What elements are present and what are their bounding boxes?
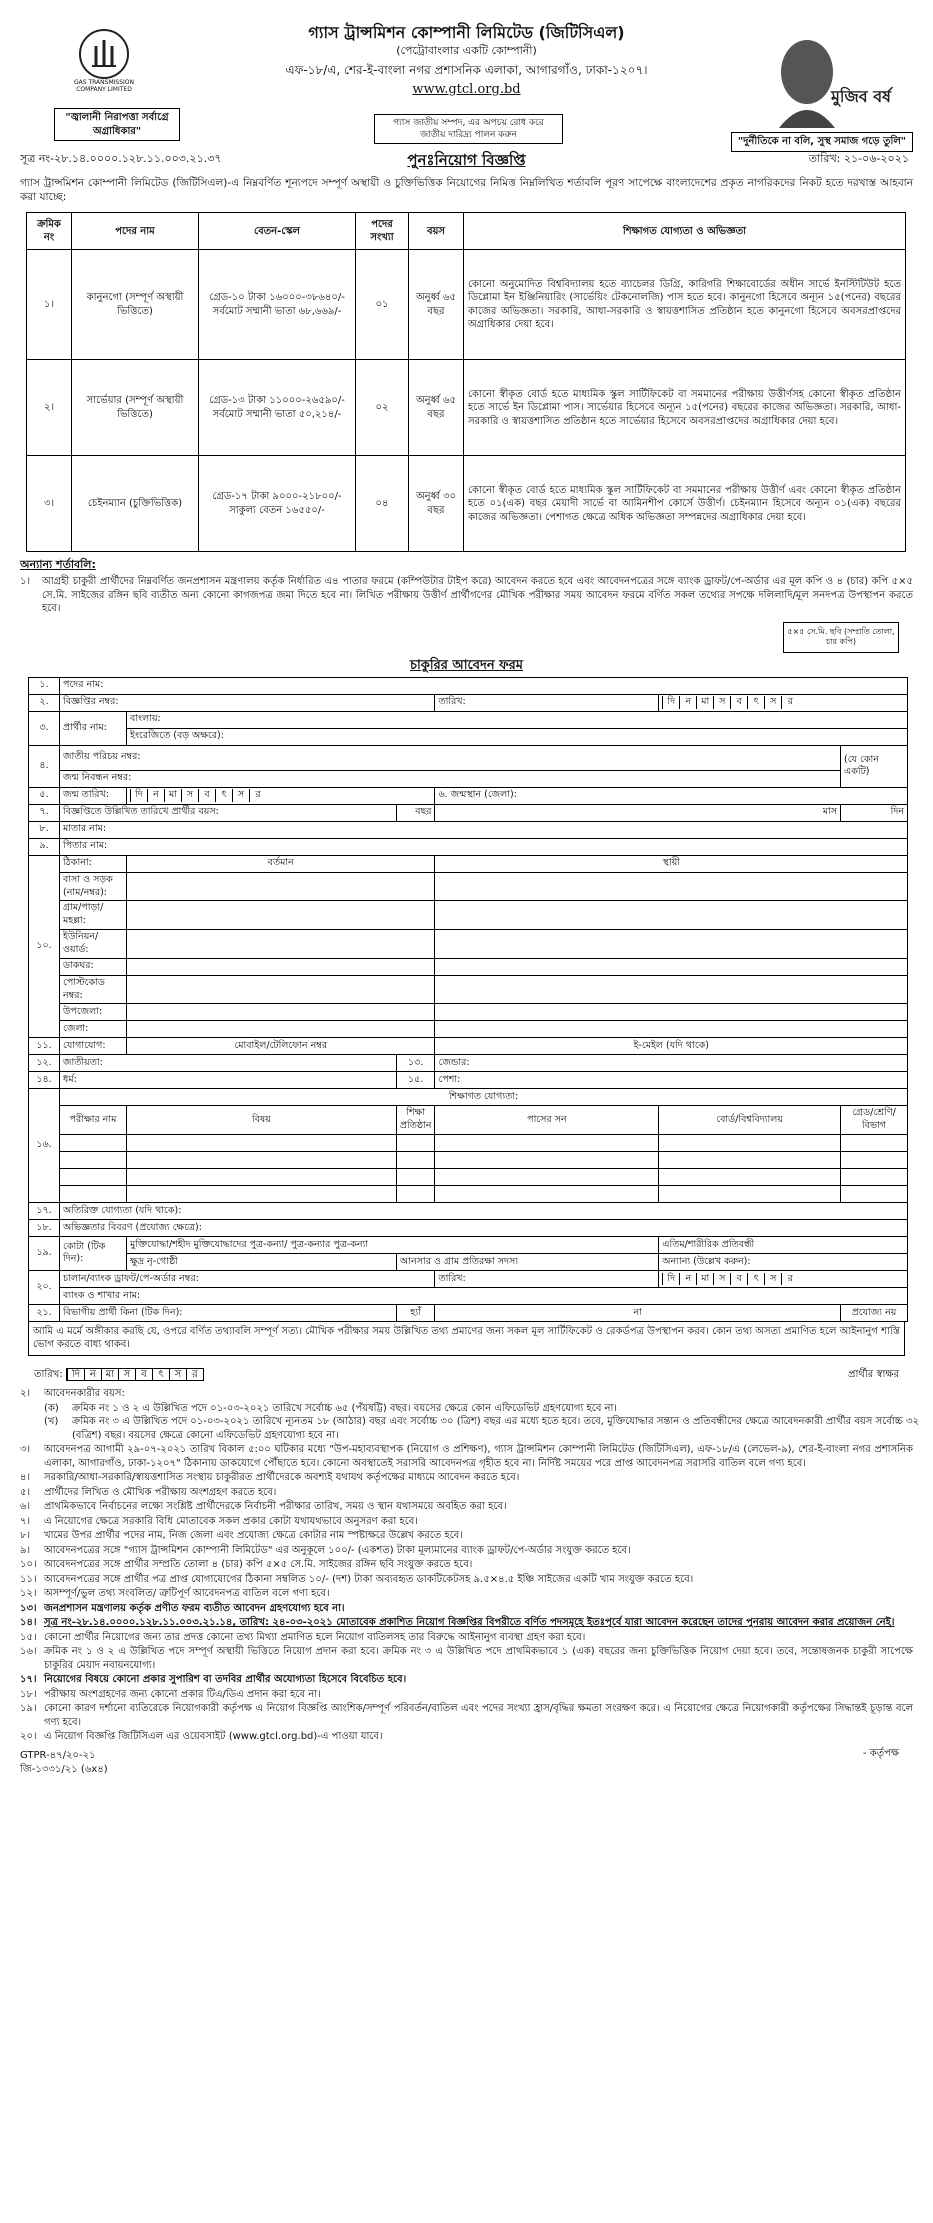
form-row [29,872,908,901]
rule-item: ১১। আবেদনপত্রের সঙ্গে প্রার্থীর পত্র প্রাপ্ত যোগাযোগের ঠিকানা সম্বলিত ১০/- (দশ) টাকা অব্যবহৃত ডাকটিকেটসহ ৯.৫×৪.৫ ইঞ্চি সাইজের একটি খাম সংযুক্ত করতে হবে। [20,1573,694,1585]
edu-cell[interactable] [127,1168,397,1185]
form-row [29,1072,908,1089]
quota-orphan-disabled[interactable]: এতিম/শারীরিক প্রতিবন্ধী [659,1236,908,1253]
form-row-number: ৩. [29,711,60,745]
edu-cell[interactable] [659,1168,841,1185]
edu-col-institution: শিক্ষা প্রতিষ্ঠান [396,1106,435,1135]
address-village-label: গ্রাম/পাড়া/মহল্লা: [60,901,127,930]
slogan-center: গ্যাস জাতীয় সম্পদ, এর অপচয় রোধ করে জাতীয় দারিদ্র্য পালন করুন [374,114,563,144]
reference-line [14,152,919,170]
form-row [29,1219,908,1236]
quota-ethnic[interactable]: ক্ষুদ্র নৃ-গোষ্ঠী [127,1253,397,1270]
row-scale: গ্রেড-১০ টাকা ১৬০০০-৩৮৬৪০/- সর্বমোট সম্মানী ভাতা ৬৮,৬৬৯/- [199,250,356,360]
row-qualification: কোনো অনুমোদিত বিশ্ববিদ্যালয় হতে ব্যাচেলর ডিগ্রি, কারিগরি শিক্ষাবোর্ডের অধীন সার্ভে ইনস্টিটিউট হতে ডিপ্লোমা ইন ইঞ্জিনিয়ারিং (সার্ভেয়িং টেকনোলজি) পাস হতে হবে। কানুনগো হিসেবে অন্যূন ১৫(পনের) বছরের কাজের অভিজ্ঞতা। সরকারি, আধা-সরকারি ও স্বায়ত্তশাসিত প্রতিষ্ঠান হতে কানুনগো হিসেবে অবসরপ্রাপ্তদের অগ্রাধিকার দেয়া হবে। [464,250,906,360]
form-row [29,745,908,770]
row-scale: গ্রেড-১৩ টাকা ১১০০০-২৬৫৯০/- সর্বমোট সম্মানী ভাতা ৫০,২১৪/- [199,360,356,456]
edu-cell[interactable] [659,1134,841,1151]
circular-date-boxes[interactable]: দি ন মা স ব ৎ স র [659,694,908,711]
edu-cell[interactable] [435,1185,659,1202]
row-count: ০২ [356,360,409,456]
rule-item: ১২। অসম্পূর্ণ/ভুল তথ্য সংবলিত/ ত্রুটিপূর্ণ আবেদনপত্র বাতিল বলে গণ্য হবে। [20,1588,330,1600]
form-row [29,1236,908,1253]
applicant-name-label: প্রার্থীর নাম: [60,711,127,745]
portrait-icon [769,32,891,128]
form-row-number: ৯. [29,838,60,855]
address-union-label: ইউনিয়ন/ওয়ার্ড: [60,930,127,959]
form-row [29,838,908,855]
row-serial: ২। [27,360,72,456]
org-subtitle: (পেট্রোবাংলার একটি কোম্পানী) [396,43,537,57]
form-row [29,728,908,745]
edu-cell[interactable] [127,1151,397,1168]
slogan-left: "জ্বালানী নিরাপত্তা সর্বাগ্রে অগ্রাধিকার" [54,108,180,141]
reference-number: সূত্র নং-২৮.১৪.০০০০.১২৮.১১.০০৩.২১.৩৭ [20,152,222,165]
logo-text: GAS TRANSMISSION COMPANY LIMITED [73,79,134,93]
form-row [29,1304,908,1321]
edu-col-board: বোর্ড/বিশ্ববিদ্যালয় [659,1106,841,1135]
form-row-number: ১১. [29,1038,60,1055]
address-permanent-input[interactable] [435,901,908,930]
edu-cell[interactable] [841,1185,908,1202]
profession-field[interactable]: পেশা: [435,1072,908,1089]
gender-field[interactable]: জেন্ডার: [435,1055,908,1072]
contact-label: যোগাযোগ: [60,1038,127,1055]
edu-cell[interactable] [841,1168,908,1185]
row-post: কানুনগো (সম্পূর্ণ অস্থায়ী ভিত্তিতে) [72,250,199,360]
bank-branch-field[interactable]: ব্যাংক ও শাখার নাম: [60,1287,908,1304]
form-row-number: ২০. [29,1270,60,1304]
rule-item: ১৩। জনপ্রশাসন মন্ত্রণালয় কর্তৃক প্রণীত ফরম ব্যতীত আবেদন গ্রহণযোগ্য হবে না। [20,1602,345,1614]
form-row [29,975,908,1004]
edu-col-grade: গ্রেড/শ্রেণি/বিভাগ [841,1106,908,1135]
departmental-label: বিভাগীয় প্রার্থী কিনা (টিক দিন): [60,1304,397,1321]
notice-date: তারিখ: ২১-০৬-২০২১ [808,152,909,165]
form-row-number: ২১. [29,1304,60,1321]
name-english-field[interactable]: ইংরেজিতে (বড় অক্ষরে): [127,728,908,745]
row-count: ০১ [356,250,409,360]
rule-subitem: (ক) ক্রমিক নং ১ ও ২ এ উল্লিখিত পদে ০১-০৩-২০২১ তারিখে সর্বোচ্চ ৬৫ (পঁয়ষট্টি) বছর। বয়সের ক্ষেত্রে কোন এফিডেভিট গ্রহণযোগ্য হবে না। [44,1402,618,1414]
age-years[interactable]: বছর [396,804,435,821]
father-name-field[interactable]: পিতার নাম: [60,838,908,855]
row-age: অনুর্ধ্ব ৬৫ বছর [409,250,464,360]
rule-item: ১৫। কোনো প্রার্থীর নিয়োগের জন্য তার প্রদত্ত কোনো তথ্য মিথ্যা প্রমাণিত হলে নিয়োগ বাতিলসহ তার বিরুদ্ধে আইনানুগ ব্যবস্থা গ্রহণ করা হবে। [20,1631,586,1643]
org-website[interactable]: www.gtcl.org.bd [412,81,521,97]
col-count: পদের সংখ্যা [356,213,409,250]
rule-item: ৯। আবেদনপত্রের সঙ্গে "গ্যাস ট্রান্সমিশন কোম্পানী লিমিটেড" এর অনুকূলে ১০০/- (একশত) টাকা মূল্যমানের ব্যাংক ড্রাফট/পে-অর্ডার সংযুক্ত করতে হবে। [20,1544,631,1556]
address-permanent-input[interactable] [435,930,908,959]
form-row-number: ১৫. [396,1072,435,1089]
row-serial: ৩। [27,456,72,552]
edu-cell[interactable] [396,1151,435,1168]
col-scale: বেতন-স্কেল [199,213,356,250]
row-post: সার্ভেয়ার (সম্পূর্ণ অস্থায়ী ভিত্তিতে) [72,360,199,456]
org-address: এফ-১৮/এ, শের-ই-বাংলা নগর প্রশাসনিক এলাকা, আগারগাঁও, ঢাকা-১২০৭। [285,63,648,78]
form-row-number: ১০. [29,855,60,1038]
row-scale: গ্রেড-১৭ টাকা ৯০০০-২১৮০০/- সাকুল্য বেতন ১৬৫৫০/- [199,456,356,552]
address-permanent-input[interactable] [435,1004,908,1021]
photo-box: ৫×৫ সে.মি. ছবি (সম্প্রতি তোলা, চার কপি) [783,622,899,654]
rule-item: ৭। এ নিয়োগের ক্ষেত্রে সরকারি বিধি মোতাবেক সকল প্রকার কোটা যথাযথভাবে অনুসরণ করা হবে। [20,1515,418,1527]
nationality-field[interactable]: জাতীয়তা: [60,1055,397,1072]
table-row [27,456,906,552]
notice-title: পুনঃনিয়োগ বিজ্ঞপ্তি [407,151,526,169]
edu-cell[interactable] [841,1151,908,1168]
form-row [29,855,908,872]
form-row [29,901,908,930]
experience-field[interactable]: অভিজ্ঞতার বিবরণ (প্রযোজ্য ক্ষেত্রে): [60,1219,908,1236]
org-name: গ্যাস ট্রান্সমিশন কোম্পানী লিমিটেড (জিটিসিএল) [308,23,625,42]
footer [14,1745,919,1785]
quota-freedom-fighter[interactable]: মুক্তিযোদ্ধা/শহীদ মুক্তিযোদ্ধাদের পুত্র-কন্যা/ পুত্র-কন্যার পুত্র-কন্যা [127,1236,659,1253]
rule-item: ১৬। ক্রমিক নং ১ ও ২ এ উল্লিখিত পদে সম্পূর্ণ অস্থায়ী ভিত্তিতে নিয়োগ প্রদান করা হবে। ক্রমিক নং ৩ এ উল্লিখিত পদে প্রাথমিকভাবে ১ (এক) বছরের জন্য চুক্তিভিত্তিক নিয়োগ দেয়া হবে। তবে, সন্তোষজনক চাকুরী সাপেক্ষে চাকুরির মেয়াদ নবায়নযোগ্য। [20,1646,913,1671]
table-row [29,1168,908,1185]
form-row-number: ১৩. [396,1055,435,1072]
rule-item: ১৪। সূত্র নং-২৮.১৪.০০০০.১২৮.১১.০০৩.২১.১৪, তারিখ: ২৪-০৩-২০২১ মোতাবেক প্রকাশিত নিয়োগ বিজ্ঞপ্তির বিপরীতে বর্ণিত পদসমূহে ইতঃপূর্বে যারা আবেদন করেছেন তাদের পুনরায় আবেদন করার প্রয়োজন নেই। [20,1617,895,1629]
col-qualification: শিক্ষাগত যোগ্যতা ও অভিজ্ঞতা [464,213,906,250]
signature-row [34,1368,899,1382]
address-present-input[interactable] [127,975,435,1004]
form-row [29,1106,908,1135]
table-row [29,1151,908,1168]
rule-item: ৮। খামের উপর প্রার্থীর পদের নাম, নিজ জেলা এবং প্রযোজ্য ক্ষেত্রে কোটার নাম স্পষ্টাক্ষরে উল্লেখ করতে হবে। [20,1530,463,1542]
rule-item: ২। আবেদনকারীর বয়স: [20,1388,125,1400]
edu-cell[interactable] [435,1168,659,1185]
form-row [29,1089,908,1106]
age-months[interactable]: মাস [435,804,841,821]
signature-date-label: তারিখ: দি ন মা স ব ৎ স র [34,1368,204,1382]
form-row [29,1253,908,1270]
form-row-number: ১৪. [29,1072,60,1089]
edu-cell[interactable] [659,1185,841,1202]
edu-cell[interactable] [841,1134,908,1151]
vacancy-table [26,212,906,552]
footer-code-1: GTPR-৪৭/২০-২১ [20,1749,96,1761]
quota-other[interactable]: অন্যান্য (উল্লেখ করুন): [659,1253,908,1270]
post-name-field[interactable]: পদের নাম: [60,677,908,694]
dob-label: জন্ম তারিখ: [60,787,127,804]
col-serial: ক্রমিক নং [27,213,72,250]
form-row-number: ৫. [29,787,60,804]
address-permanent-header: স্থায়ী [435,855,908,872]
address-label: ঠিকানা: [60,855,127,872]
departmental-no[interactable]: না [435,1304,841,1321]
form-row-number: ৮. [29,821,60,838]
row-serial: ১। [27,250,72,360]
edu-cell[interactable] [435,1151,659,1168]
address-present-header: বর্তমান [127,855,435,872]
rule-item: ৫। প্রার্থীদের লিখিত ও মৌখিক পরীক্ষায় অংশগ্রহণ করতে হবে। [20,1486,277,1498]
edu-col-subject: বিষয় [127,1106,397,1135]
address-house-label: বাসা ও সড়ক (নাম/নম্বর): [60,872,127,901]
edu-cell[interactable] [396,1168,435,1185]
form-row-number: ১. [29,677,60,694]
form-row [29,821,908,838]
address-present-input[interactable] [127,930,435,959]
table-row [27,250,906,360]
declaration-text: আমি এ মর্মে অঙ্গীকার করছি যে, ওপরে বর্ণিত তথ্যাবলি সম্পূর্ণ সত্য। মৌখিক পরীক্ষার সময় উল্লিখিত তথ্য প্রমাণের জন্য সকল মূল সার্টিফিকেট ও রেকর্ডপত্র উপস্থাপন করব। কোন তথ্য অসত্য প্রমাণিত হলে আইনানুগ শাস্তি ভোগ করতে বাধ্য থাকব। [28,1322,905,1356]
row-age: অনুর্ধ্ব ৩০ বছর [409,456,464,552]
form-row-number: ৪. [29,745,60,787]
mujib-borsho-logo [769,32,891,128]
rule-item: ১০। আবেদনপত্রের সঙ্গে প্রার্থীর সম্প্রতি তোলা ৪ (চার) কপি ৫×৫ সে.মি. সাইজের রঙ্গিন ছবি সংযুক্ত করতে হবে। [20,1559,473,1571]
form-row-number: ১৮. [29,1219,60,1236]
term-text: আগ্রহী চাকুরী প্রার্থীদের নিম্নবর্ণিত জনপ্রশাসন মন্ত্রণালয় কর্তৃক নির্ধারিত এ৪ পাতার ফরমে (কম্পিউটার টাইপ করে) আবেদন করতে হবে এবং আবেদনপত্রের সঙ্গে ব্যাংক ড্রাফট/পে-অর্ডার এর মূল কপি ও ৪ (চার) কপি ৫×৫ সে.মি. সাইজের রঙ্গিন ছবি ব্যতীত অন্য কোনো কাগজপত্র জমা দিতে হবে না। লিখিত পরীক্ষায় উত্তীর্ণ প্রার্থীগণের মৌখিক পরীক্ষার সময় আবেদন ফরমে বর্ণিত সকল তথ্যের সপক্ষে দলিলাদি/মূল সনদপত্র উপস্থাপন করতে হবে। [42,576,913,615]
birthplace-field[interactable]: ৬. জন্মস্থান (জেলা): [435,787,908,804]
address-present-input[interactable] [127,1021,435,1038]
quota-ansar[interactable]: আনসার ও গ্রাম প্রতিরক্ষা সদস্য [396,1253,658,1270]
footer-code-2: জি-১৩৩১/২১ (৬x৪) [20,1763,108,1775]
address-upazila-label: উপজেলা: [60,1004,127,1021]
gtcl-logo [72,28,136,93]
form-row-number: ১৬. [29,1089,60,1203]
row-count: ০৪ [356,456,409,552]
address-permanent-input[interactable] [435,975,908,1004]
address-permanent-input[interactable] [435,958,908,975]
form-row-number: ১২. [29,1055,60,1072]
nid-note: (যে কোন একটি) [841,745,908,787]
additional-qualification-field[interactable]: অতিরিক্ত যোগ্যতা (যদি থাকে): [60,1202,908,1219]
email-field[interactable]: ই-মেইল (যদি থাকে) [435,1038,908,1055]
rule-item: ১৮। পরীক্ষায় অংশগ্রহণের জন্য কোনো প্রকার টিএ/ডিএ প্রদান করা হবে না। [20,1688,321,1700]
rule-item: ৩। আবেদনপত্র আগামী ২৯-০৭-২০২১ তারিখ বিকাল ৫:০০ ঘটিকার মধ্যে "উপ-মহাব্যবস্থাপক (নিয়োগ ও প্রশিক্ষণ), গ্যাস ট্রান্সমিশন কোম্পানী লিমিটেড (জিটিসিএল), এফ-১৮/এ (লেভেল-৯), শের-ই-বাংলা নগর প্রশাসনিক এলাকা, আগারগাঁও, ঢাকা-১২০৭" ঠিকানায় ডাকযোগে পৌঁছাতে হবে। কোনো অবস্থাতেই সরাসরি আবেদনপত্র গৃহীত হবে না। নির্দিষ্ট সময়ের পরে প্রাপ্ত আবেদনপত্র সরাসরি বাতিল বলে গণ্য হবে। [20,1444,913,1469]
mujib-label: মুজিব বর্ষ [831,87,891,106]
edu-cell[interactable] [396,1134,435,1151]
edu-cell[interactable] [127,1185,397,1202]
edu-col-year: পাসের সন [435,1106,659,1135]
form-row [29,1038,908,1055]
row-qualification: কোনো স্বীকৃত বোর্ড হতে মাধ্যমিক স্কুল সার্টিফিকেট বা সমমানের পরীক্ষায় উত্তীর্ণসহ কোনো স্বীকৃত প্রতিষ্ঠান হতে সার্ভে ইন ডিপ্লোমা পাস। সার্ভেয়ার হিসেবে অন্যূন ১৫(পনের) বছরের কাজের অভিজ্ঞতা। সরকারি, আধা-সরকারি ও স্বায়ত্তশাসিত প্রতিষ্ঠান হতে সার্ভেয়ার হিসেবে অবসরপ্রাপ্তদের অগ্রাধিকার দেয়া হবে। [464,360,906,456]
edu-cell[interactable] [127,1134,397,1151]
rule-subitem: (খ) ক্রমিক নং ৩ এ উল্লিখিত পদে ০১-০৩-২০২১ তারিখে ন্যূনতম ১৮ (আঠার) বছর এবং সর্বোচ্চ ৩০ (ত্রিশ) বছর এর মধ্যে হতে হবে। তবে, মুক্তিযোদ্ধার সন্তান ও প্রতিবন্ধীদের ক্ষেত্রে আবেদনকারী প্রার্থীর বয়স সর্বোচ্চ ৩২ (বত্রিশ) বছর। বয়সের ক্ষেত্রে কোনো এফিডেভিট গ্রহণযোগ্য হবে না। [44,1416,919,1441]
form-row-number: ৭. [29,804,60,821]
departmental-yes[interactable]: হ্যাঁ [396,1304,435,1321]
address-permanent-input[interactable] [435,1021,908,1038]
form-row [29,770,908,787]
term-number: ১। [20,576,31,588]
table-row [29,1134,908,1151]
edu-cell[interactable] [60,1134,127,1151]
rule-item: ২০। এ নিয়োগ বিজ্ঞপ্তি জিটিসিএল এর ওয়েবসাইট (www.gtcl.org.bd)-এ পাওয়া যাবে। [20,1731,383,1743]
mother-name-field[interactable]: মাতার নাম: [60,821,908,838]
challan-date-boxes[interactable]: দি ন মা স ব ৎ স র [659,1270,908,1287]
slogan-right: "দুর্নীতিকে না বলি, সুস্থ সমাজ গড়ে তুলি" [731,132,913,152]
quota-label: কোটা (টিক দিন): [60,1236,127,1270]
form-title: চাকুরির আবেদন ফরম [409,658,524,674]
address-present-input[interactable] [127,901,435,930]
vacancy-header-row [27,213,906,250]
edu-col-exam: পরীক্ষার নাম [60,1106,127,1135]
application-form [28,677,908,1322]
education-heading: শিক্ষাগত যোগ্যতা: [60,1089,908,1106]
terms-heading: অন্যান্য শর্তাবলি: [20,558,96,572]
form-row [29,804,908,821]
religion-field[interactable]: ধর্ম: [60,1072,397,1089]
rule-item: ৬। প্রাথমিকভাবে নির্বাচনের লক্ষ্যে সংশ্লিষ্ট প্রার্থীদেরকে নির্বাচনী পরীক্ষার তারিখ, সময় ও স্থান যথাসময়ে অবহিত করা হবে। [20,1501,507,1513]
letterhead [14,22,919,152]
challan-number-field[interactable]: চালান/ব্যাংক ড্রাফট/পে-অর্ডার নম্বর: [60,1270,435,1287]
form-row-number: ১৯. [29,1236,60,1270]
address-postoffice-label: ডাকঘর: [60,958,127,975]
col-post: পদের নাম [72,213,199,250]
col-age: বয়স [409,213,464,250]
term-item [20,575,913,616]
name-bangla-field[interactable]: বাংলায়: [127,711,908,728]
age-days[interactable]: দিন [841,804,908,821]
edu-cell[interactable] [60,1151,127,1168]
form-row [29,930,908,959]
signature-label: প্রার্থীর স্বাক্ষর [848,1368,899,1380]
edu-cell[interactable] [659,1151,841,1168]
form-row-number: ১৭. [29,1202,60,1219]
notice-intro: গ্যাস ট্রান্সমিশন কোম্পানী লিমিটেড (জিটিসিএল)-এ নিম্নবর্ণিত শূন্যপদে সম্পূর্ণ অস্থায়ী ও চুক্তিভিত্তিক নিয়োগের নিমিত্ত নিম্নলিখিত শর্তাবলি পূরণ সাপেক্ষে বাংলাদেশের প্রকৃত নাগরিকদের নিকট হতে দরখাস্ত আহবান করা যাচ্ছে: [20,177,913,204]
form-row [29,1287,908,1304]
notice-page [14,0,919,1785]
table-row [27,360,906,456]
form-row [29,1055,908,1072]
nid-field[interactable]: জাতীয় পরিচয় নম্বর: [60,745,841,770]
row-age: অনুর্ধ্ব ৬৫ বছর [409,360,464,456]
form-row [29,711,908,728]
edu-cell[interactable] [60,1185,127,1202]
signature-date-boxes[interactable]: দি ন মা স ব ৎ স র [66,1368,204,1381]
row-qualification: কোনো স্বীকৃত বোর্ড হতে মাধ্যমিক স্কুল সার্টিফিকেট বা সমমানের পরীক্ষায় উত্তীর্ণ এবং কোনো স্বীকৃত প্রতিষ্ঠান হতে ০১(এক) বছর মেয়াদী সার্ভে বা আমিনশীপ কোর্সে উত্তীর্ণ। চেইনম্যান হিসেবে অন্যূন ০১(এক) বছরের কাজের অভিজ্ঞতা। পেশাগত ক্ষেত্রে অধিক অভিজ্ঞতা সম্পন্নদের অগ্রাধিকার দেয়া হবে। [464,456,906,552]
edu-cell[interactable] [435,1134,659,1151]
departmental-na[interactable]: প্রযোজ্য নয় [841,1304,908,1321]
form-row [29,1021,908,1038]
form-row [29,677,908,694]
address-permanent-input[interactable] [435,872,908,901]
form-row [29,1270,908,1287]
circular-date-label: তারিখ: [435,694,659,711]
rule-item: ১৯। কোনো কারণ দর্শানো ব্যতিরেকে নিয়োগকারী কর্তৃপক্ষ এ নিয়োগ বিজ্ঞপ্তি আংশিক/সম্পূর্ণ পরিবর্তন/বাতিল এবং পদের সংখ্যা হ্রাস/বৃদ্ধির ক্ষমতা সংরক্ষণ করে। এ নিয়োগের ক্ষেত্রে নিয়োগকারী কর্তৃপক্ষের সিদ্ধান্তই চূড়ান্ত বলে গণ্য হবে। [20,1703,913,1728]
address-present-input[interactable] [127,958,435,975]
circular-number-field[interactable]: বিজ্ঞপ্তির নম্বর: [60,694,435,711]
form-row [29,787,908,804]
rule-item: ১৭। নিয়োগের বিষয়ে কোনো প্রকার সুপারিশ বা তদবির প্রার্থীর অযোগ্যতা হিসেবে বিবেচিত হবে। [20,1674,407,1686]
dob-boxes[interactable]: দি ন মা স ব ৎ স র [127,787,435,804]
edu-cell[interactable] [396,1185,435,1202]
gtcl-logo-icon [78,28,130,80]
age-label: বিজ্ঞপ্তিতে উল্লিখিত তারিখে প্রার্থীর বয়স: [60,804,397,821]
address-district-label: জেলা: [60,1021,127,1038]
form-row [29,694,908,711]
edu-cell[interactable] [60,1168,127,1185]
address-present-input[interactable] [127,872,435,901]
mobile-field[interactable]: মোবাইল/টেলিফোন নম্বর [127,1038,435,1055]
form-row [29,958,908,975]
rule-item: ৪। সরকারি/আধা-সরকারি/স্বায়ত্তশাসিত সংস্থায় চাকুরীরত প্রার্থীদেরকে অবশ্যই যথাযথ কর্তৃপক্ষের মাধ্যমে আবেদন করতে হবে। [20,1472,520,1484]
address-present-input[interactable] [127,1004,435,1021]
table-row [29,1185,908,1202]
footer-authority: - কর্তৃপক্ষ [862,1747,899,1759]
row-post: চেইনম্যান (চুক্তিভিত্তিক) [72,456,199,552]
birth-reg-field[interactable]: জন্ম নিবন্ধন নম্বর: [60,770,841,787]
form-row [29,1202,908,1219]
challan-date-label: তারিখ: [435,1270,659,1287]
form-row [29,1004,908,1021]
address-postcode-label: পোস্টকোড নম্বর: [60,975,127,1004]
form-row-number: ২. [29,694,60,711]
